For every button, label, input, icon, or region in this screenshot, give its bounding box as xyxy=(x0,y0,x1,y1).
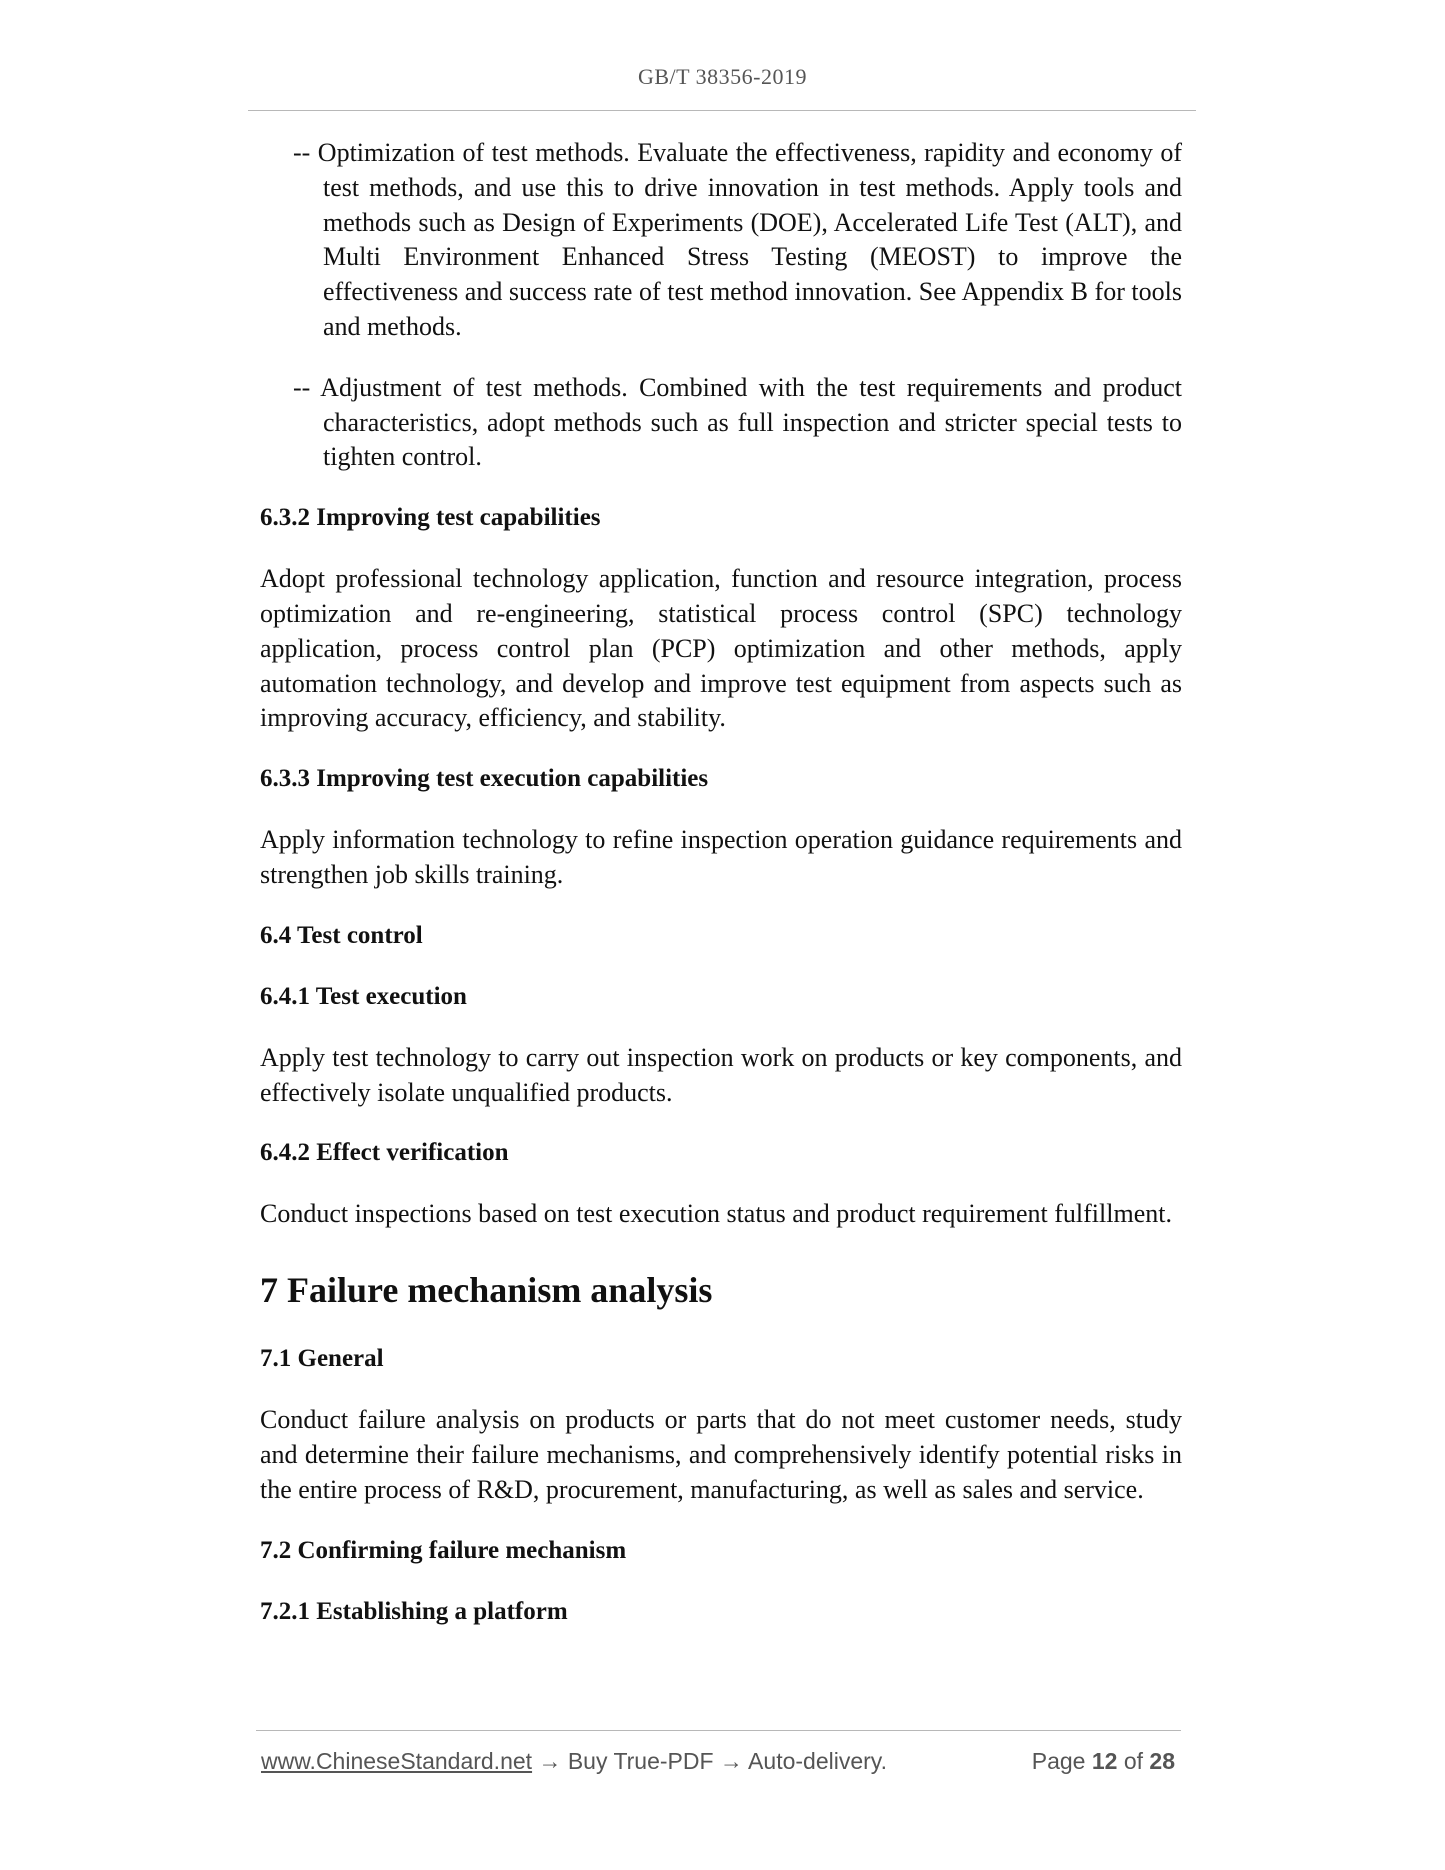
total-pages-number: 28 xyxy=(1149,1748,1175,1774)
section-6-3-2-text: Adopt professional technology application, function and resource integration, process optimization and re-engineering, statistical process control (SPC) technology application, process control plan (PCP) optimization and other methods, apply automation technology, and develop and improve test equipment from aspects such as improving accuracy, efficiency, and stability. xyxy=(260,564,1182,733)
section-6-4-1-text: Apply test technology to carry out inspection work on products or key components, and effectively isolate unqualified products. xyxy=(260,1042,1182,1107)
chapter-7-heading: 7 Failure mechanism analysis xyxy=(260,1270,713,1311)
bullet-adjustment-of-test-methods: -- Adjustment of test methods. Combined with the test requirements and product characteristics, adopt methods such as full inspection and stricter special tests to tighten control. xyxy=(293,372,1182,472)
page-content xyxy=(260,136,1182,1656)
footer-divider xyxy=(256,1730,1181,1731)
standard-code-header: GB/T 38356-2019 xyxy=(637,64,808,89)
header-divider xyxy=(248,110,1196,111)
footer-promo-text: → Buy True-PDF → Auto-delivery. xyxy=(532,1748,887,1774)
footer-promo xyxy=(261,1748,887,1775)
section-6-4-heading: 6.4 Test control xyxy=(260,921,423,949)
current-page-number: 12 xyxy=(1091,1748,1118,1774)
section-6-4-2-text: Conduct inspections based on test execution status and product requirement fulfillment. xyxy=(260,1199,1172,1229)
section-6-3-2-heading: 6.3.2 Improving test capabilities xyxy=(260,504,601,532)
section-6-3-3-text: Apply information technology to refine inspection operation guidance requirements and strengthen job skills training. xyxy=(260,825,1182,889)
bullet-optimization-of-test-methods: -- Optimization of test methods. Evaluate the effectiveness, rapidity and economy of test methods, and use this to drive innovation in test methods. Apply tools and methods such as Design of Experiments (DOE), Accelerated Life Test (ALT), and Multi Environment Enhanced Stress Testing (MEOST) to improve the effectiveness and success rate of test method innovation. See Appendix B for tools and methods. xyxy=(293,138,1182,341)
chinese-standard-link[interactable]: www.ChineseStandard.net xyxy=(261,1748,533,1774)
section-6-3-3-heading: 6.3.3 Improving test execution capabilities xyxy=(260,765,709,793)
section-6-4-1-heading: 6.4.1 Test execution xyxy=(260,982,467,1010)
of-label: of xyxy=(1123,1748,1144,1774)
section-7-1-heading: 7.1 General xyxy=(260,1345,384,1373)
section-7-2-heading: 7.2 Confirming failure mechanism xyxy=(260,1536,627,1564)
page-label: Page xyxy=(1031,1748,1086,1774)
page-indicator xyxy=(1032,1748,1175,1775)
section-6-4-2-heading: 6.4.2 Effect verification xyxy=(260,1139,509,1167)
section-7-1-text: Conduct failure analysis on products or parts that do not meet customer needs, study and determine their failure mechanisms, and comprehensively identify potential risks in the entire process of R&D, procurement, manufacturing, as well as sales and service. xyxy=(260,1405,1182,1504)
section-7-2-1-heading: 7.2.1 Establishing a platform xyxy=(260,1597,568,1625)
